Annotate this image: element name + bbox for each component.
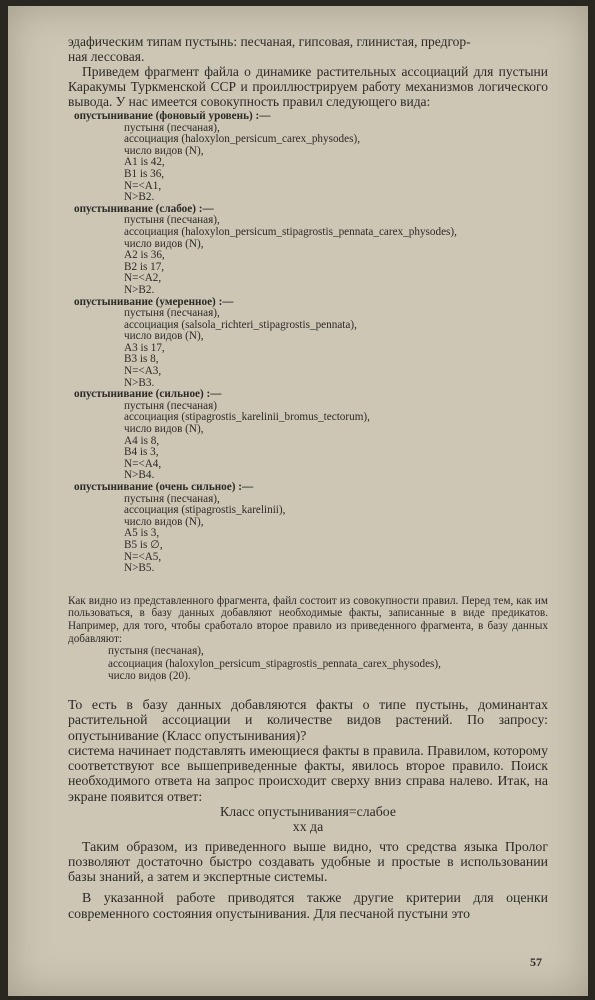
rule-1 [68,111,548,204]
rule-head: опустынивание (слабое) :— [74,202,214,215]
rule-line: число видов (N), [124,515,204,528]
rule-line: число видов (N), [124,144,204,157]
page-content [68,34,548,921]
rule-line: N=<A1, [124,179,162,192]
answer-line-2: хх да [292,819,324,835]
rule-3 [68,297,548,390]
answer-line-1: Класс опустынивания=слабое [220,803,396,819]
body-paragraph-1: То есть в базу данных добавляются факты о типе пустынь, доминантах растительной ассоциации и количестве видов растений. По запросу: опустынивание (Класс опустынивания)? [68,696,548,743]
rule-head: опустынивание (фоновый уровень) :— [74,110,271,122]
intro-line-1: эдафическим типам пустынь: песчаная, гипсовая, глинистая, предгор- [68,34,471,49]
rule-line: число видов (N), [124,423,204,436]
rule-line: A2 is 36, [124,249,165,262]
rule-line: ассоциация (stipagrostis_karelinii_bromus_tectorum), [124,411,370,424]
rule-line: N=<A3, [124,365,162,378]
rule-line: ассоциация (salsola_richteri_stipagrostis_pennata), [124,318,357,331]
fact-line: ассоциация (haloxylon_persicum_stipagrostis_pennata_carex_physodes), [108,657,441,670]
rule-head: опустынивание (сильное) :— [74,388,222,401]
rule-line: ассоциация (stipagrostis_karelinii), [124,504,286,517]
body-paragraph-3: Таким образом, из приведенного выше видно, что средства языка Пролог позволяют достаточно быстро создавать удобные и простые в использовании базы знаний, а затем и экспертные системы. [68,838,548,885]
rule-line: N=<A2, [124,272,162,285]
rule-line: A1 is 42, [124,156,165,169]
rule-line: число видов (N), [124,330,204,343]
rule-line: A4 is 8, [124,434,160,447]
rule-line: B5 is ∅, [124,538,163,551]
rule-head: опустынивание (умеренное) :— [74,295,234,308]
body-paragraph-2: система начинает подставлять имеющиеся факты в правила. Правилом, которому соответствуют все вышеприведенные факты, явилось второе правило. Поиск необходимого ответа на запрос происходит сверху вниз справа налево. Итак, на экране появится ответ: [68,742,548,804]
rule-line: ассоциация (haloxylon_persicum_stipagrostis_pennata_carex_physodes), [124,225,457,238]
rule-line: пустыня (песчаная), [124,214,220,227]
rule-line: ассоциация (haloxylon_persicum_carex_physodes), [124,133,360,146]
body-text [68,697,548,921]
rule-2 [68,204,548,297]
rule-line: N>B4. [124,469,155,482]
book-page [8,6,588,996]
rule-line: B4 is 3, [124,446,159,459]
rule-head: опустынивание (очень сильное) :— [74,481,254,493]
rule-5 [68,482,548,575]
rules-block [68,111,548,575]
rule-line: N=<A4, [124,457,162,470]
rule-line: B3 is 8, [124,353,159,366]
rule-line: B1 is 36, [124,167,165,180]
fact-line: пустыня (песчаная), [108,645,204,658]
intro-paragraph: Приведем фрагмент файла о динамике растительных ассоциаций для пустыни Каракумы Туркменской ССР и проиллюстрируем работу механизмов логического вывода. У нас имеется совокупность правил следующего вида: [68,64,548,109]
rule-line: пустыня (песчаная) [124,399,217,412]
rule-line: B2 is 17, [124,260,165,273]
rule-line: пустыня (песчаная), [124,492,220,505]
page-number: 57 [530,955,542,969]
body-paragraph-4: В указанной работе приводятся также другие критерии для оценки современного состояния опустынивания. Для песчаной пустыни это [68,890,548,921]
rule-line: N>B5. [124,562,155,575]
note-block [68,595,548,683]
rule-line: N>B2. [124,283,155,296]
fact-line: число видов (20). [108,670,191,683]
rule-line: пустыня (песчаная), [124,121,220,134]
rule-line: A3 is 17, [124,341,165,354]
rule-4 [68,389,548,482]
rule-line: N=<A5, [124,550,162,563]
intro-line-2: ная лессовая. [68,49,145,64]
rule-line: число видов (N), [124,237,204,250]
note-text: Как видно из представленного фрагмента, файл состоит из совокупности правил. Перед тем, как им пользоваться, в базу данных добавляют необходимые факты, записанные в виде предикатов. Например, для того, чтобы сработало второе правило из приведенного фрагмента, в базу данных добавляют: [68,594,548,645]
rule-line: пустыня (песчаная), [124,307,220,320]
rule-line: N>B3. [124,376,155,389]
facts-list [68,645,548,683]
rule-line: N>B2. [124,191,155,204]
rule-line: A5 is 3, [124,527,160,540]
